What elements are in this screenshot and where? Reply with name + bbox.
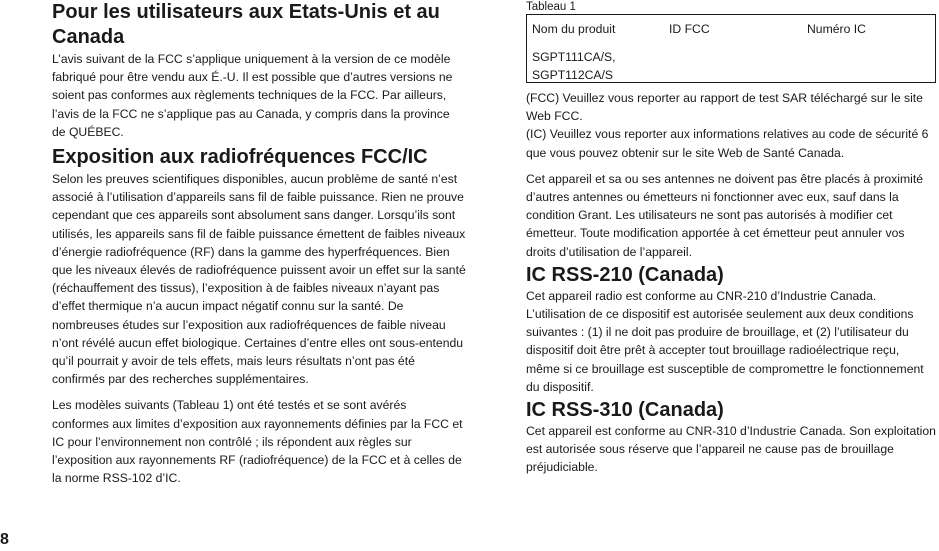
page-number: 8: [0, 531, 9, 548]
rss-310-paragraph: Cet appareil est conforme au CNR-310 d’Industrie Canada. Son exploitation est autorisée sous réserve que l’appareil ne cause pas de brouillage préjudiciable.: [526, 424, 936, 475]
table-header-product: Nom du produit: [532, 22, 616, 36]
table-header-ic-number: Numéro IC: [807, 22, 866, 36]
antenna-paragraph: Cet appareil et sa ou ses antennes ne doivent pas être placés à proximité d’autres antennes ou émetteurs ni fonctionner avec eux, sauf dans la condition Grant. Les utilisateurs ne sont pas autorisés à modifier cet émetteur. Toute modification apportée à cet émetteur peut annuler vos droits d’utilisation de l’appareil.: [526, 171, 924, 259]
product-model-2: SGPT112CA/S: [532, 68, 614, 82]
table-header-fcc-id: ID FCC: [669, 22, 710, 36]
table-cell-product: [532, 48, 616, 84]
right-column: [526, 0, 936, 477]
heading-us-canada-users: Pour les utilisateurs aux Etats-Unis et au Canada: [52, 1, 440, 48]
fcc-notice-paragraph: L’avis suivant de la FCC s’applique uniquement à la version de ce modèle fabriqué pour être vendu aux É.-U. Il est possible que d’autres versions ne soient pas conformes aux règlements techniques de la FCC. Par ailleurs, l’avis de la FCC ne s’applique pas au Canada, y compris dans la province de QUÉBEC.: [52, 52, 453, 139]
left-column: [52, 0, 466, 487]
rss-210-paragraph: Cet appareil radio est conforme au CNR-210 d’Industrie Canada. L’utilisation de ce dispositif est autorisée seulement aux deux conditions suivantes : (1) il ne doit pas produire de brouillage, et (2) l’utilisateur du dispositif doit être prêt à accepter tout brouillage radioélectrique reçu, même si ce brouillage est susceptible de compromettre le fonctionnement du dispositif.: [526, 288, 924, 394]
tested-models-paragraph: Les modèles suivants (Tableau 1) ont été testés et se sont avérés conformes aux limites d’exposition aux rayonnements définies par la FCC et IC pour l’environnement non contrôlé ; ils répondent aux règles sur l’exposition aux rayonnements RF (radiofréquence) de la FCC et à celles de la norme RSS-102 d’IC.: [52, 398, 463, 486]
table-caption: Tableau 1: [526, 1, 576, 13]
heading-rf-exposure: Exposition aux radiofréquences FCC/IC: [52, 146, 428, 169]
fcc-sar-paragraph: (FCC) Veuillez vous reporter au rapport de test SAR téléchargé sur le site Web FCC.: [526, 91, 923, 124]
heading-rss-210: IC RSS-210 (Canada): [526, 263, 724, 286]
rf-exposure-paragraph: Selon les preuves scientifiques disponibles, aucun problème de santé n’est associé à l’utilisation d’appareils sans fil de faible puissance. Rien ne prouve cependant que ces appareils sont absolument sans danger. Lorsqu’ils sont utilisés, les appareils sans fil de faible puissance émettent de faibles niveaux d’énergie radiofréquence (RF) dans la gamme des hyperfréquences. Bien que les niveaux élevés de radiofréquence puissent avoir un effet sur la santé (réchauffement des tissus), l’exposition à de faibles niveaux n’ayant pas d’effet thermique n’a aucun impact négatif connu sur la santé. De nombreuses études sur l’exposition aux radiofréquences de faible niveau n’ont révélé aucun effet biologique. Certaines d’entre elles ont sous-entendu qu’il pourrait y avoir de tels effets, mais leurs résultats n’ont pas été confirmés par des recherches supplémentaires.: [52, 172, 466, 387]
ic-safety-code-paragraph: (IC) Veuillez vous reporter aux informations relatives au code de sécurité 6 que vous pouvez obtenir sur le site Web de Santé Canada.: [526, 127, 929, 160]
heading-rss-310: IC RSS-310 (Canada): [526, 399, 724, 422]
product-model-1: SGPT111CA/S,: [532, 50, 616, 64]
compliance-table: [526, 14, 936, 83]
